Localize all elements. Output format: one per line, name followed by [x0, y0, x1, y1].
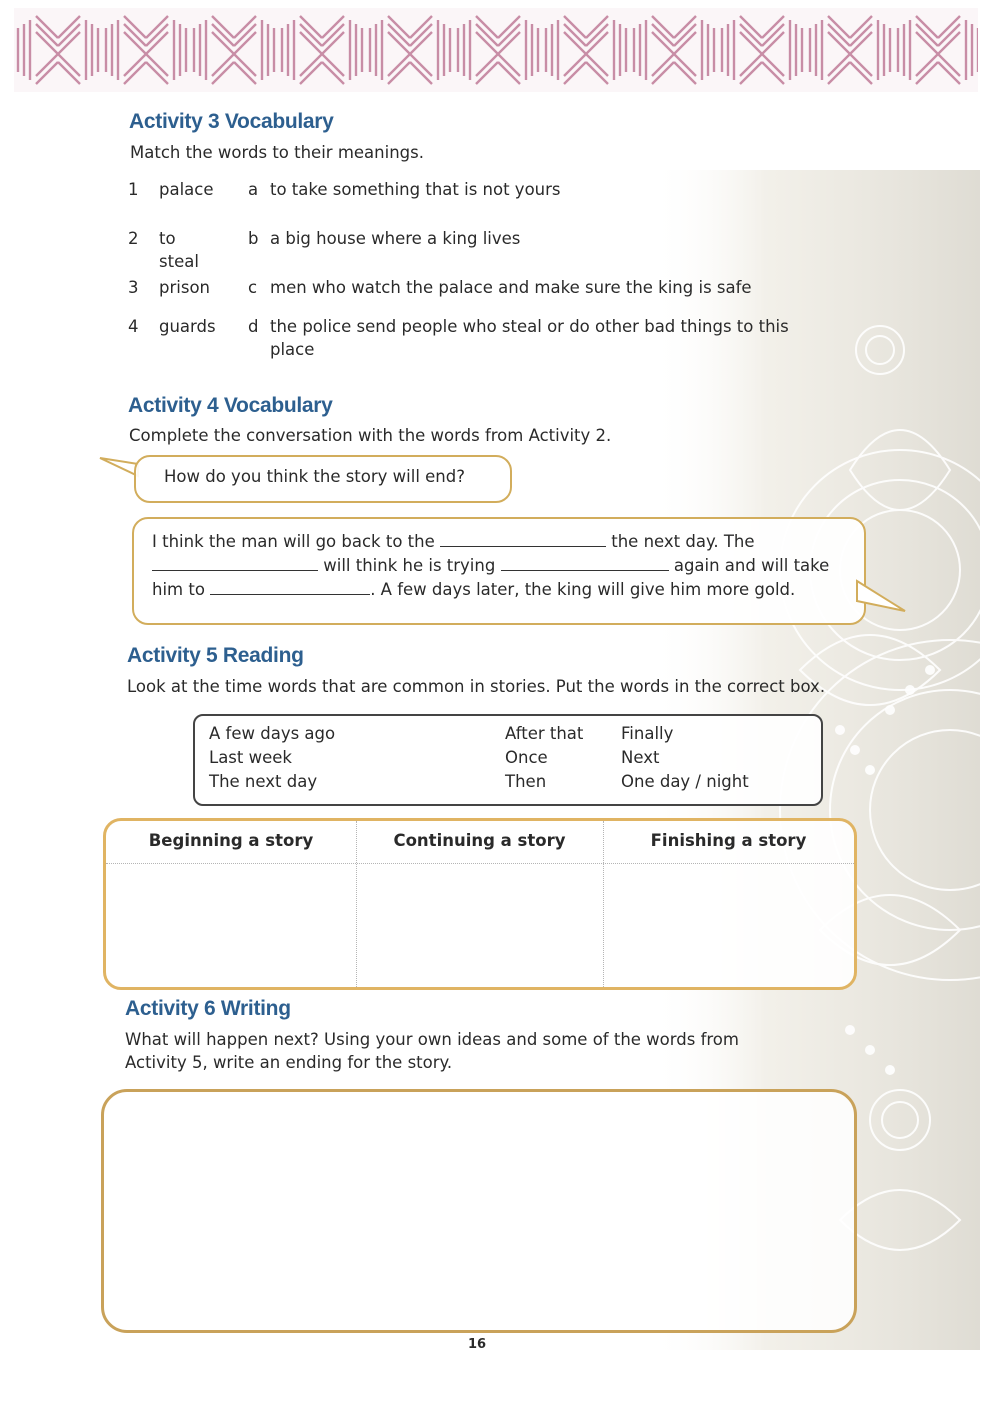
answer-cell-finishing[interactable]: [603, 864, 854, 984]
answer-text: . A few days later, the king will give him more gold.: [370, 580, 796, 599]
activity6-instruction-line2: Activity 5, write an ending for the story.: [125, 1053, 453, 1072]
match-word: to steal: [159, 229, 199, 271]
match-word: prison: [159, 278, 210, 297]
match-letter: b: [248, 229, 259, 248]
time-word: A few days ago: [209, 724, 336, 743]
match-word: guards: [159, 317, 216, 336]
time-word: One day / night: [621, 772, 749, 791]
answer-text: again and will take: [673, 556, 830, 575]
activity4-instruction: Complete the conversation with the words from Activity 2.: [129, 426, 612, 445]
time-word: Finally: [621, 724, 674, 743]
word-box: [193, 714, 823, 806]
activity5-instruction: Look at the time words that are common in stories. Put the words in the correct box.: [127, 677, 826, 696]
column-header-finishing: Finishing a story: [650, 831, 807, 850]
match-letter: d: [248, 317, 259, 336]
answer-blank-2[interactable]: [152, 556, 318, 571]
answer-blank-3[interactable]: [501, 556, 669, 571]
bubble-tail-right: [855, 575, 915, 615]
match-number: 1: [128, 180, 139, 199]
decorative-banner: [14, 8, 978, 92]
sorting-table: [103, 818, 857, 990]
word-column-2: [505, 722, 583, 794]
match-number: 3: [128, 278, 139, 297]
answer-text: the next day. The: [611, 532, 755, 551]
answer-line-3: [152, 578, 852, 602]
writing-box[interactable]: [101, 1089, 857, 1333]
answer-blank-1[interactable]: [440, 532, 606, 547]
match-definition: the police send people who steal or do other bad things to this place: [270, 317, 789, 359]
page-number: 16: [468, 1337, 487, 1352]
time-word: Last week: [209, 748, 292, 767]
question-text: How do you think the story will end?: [164, 467, 465, 486]
answer-blank-4[interactable]: [210, 580, 370, 595]
column-header-beginning: Beginning a story: [148, 831, 314, 850]
match-letter: c: [248, 278, 258, 297]
match-definition: a big house where a king lives: [270, 229, 521, 248]
column-header-continuing: Continuing a story: [393, 831, 566, 850]
match-word: palace: [159, 180, 214, 199]
answer-text: him to: [152, 580, 205, 599]
activity6-heading: Activity 6 Writing: [125, 997, 291, 1020]
match-number: 4: [128, 317, 139, 336]
match-number: 2: [128, 229, 139, 248]
match-letter: a: [248, 180, 259, 199]
activity5-heading: Activity 5 Reading: [127, 644, 304, 667]
word-column-1: [209, 722, 335, 794]
activity6-instruction-line1: What will happen next? Using your own ideas and some of the words from: [125, 1030, 739, 1049]
time-word: Once: [505, 748, 548, 767]
answer-text: will think he is trying: [323, 556, 496, 575]
answer-line-2: [152, 554, 852, 578]
answer-cell-beginning[interactable]: [106, 864, 356, 984]
time-word: Next: [621, 748, 660, 767]
activity4-heading: Activity 4 Vocabulary: [128, 394, 333, 417]
time-word: After that: [505, 724, 584, 743]
match-definition: to take something that is not yours: [270, 180, 561, 199]
answer-line-1: [152, 530, 852, 554]
activity3-instruction: Match the words to their meanings.: [130, 143, 424, 162]
answer-cell-continuing[interactable]: [356, 864, 603, 984]
match-definition: men who watch the palace and make sure the king is safe: [270, 278, 752, 297]
activity3-heading: Activity 3 Vocabulary: [129, 110, 334, 133]
time-word: The next day: [209, 772, 318, 791]
time-word: Then: [505, 772, 547, 791]
answer-text: I think the man will go back to the: [152, 532, 435, 551]
word-column-3: [621, 722, 749, 794]
